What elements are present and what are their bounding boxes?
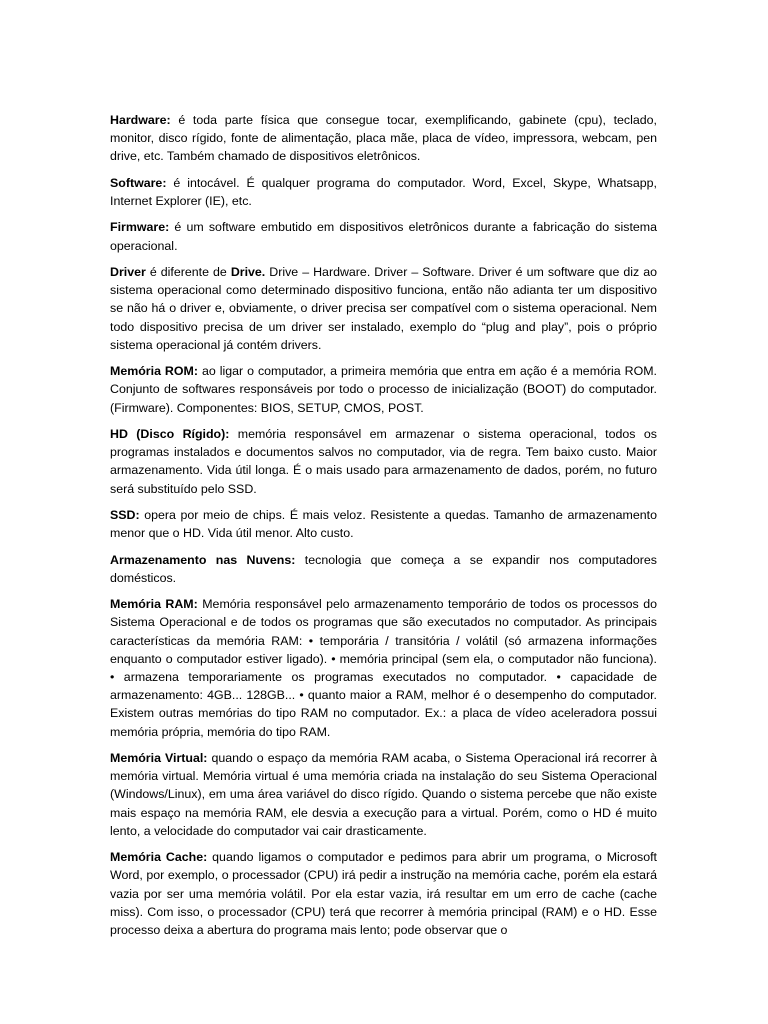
term-label: Hardware: bbox=[110, 113, 171, 127]
paragraph-text: Memória responsável pelo armazenamento temporário de todos os processos do Sistema Operacional e de todos os programas que são executados no computador. As principais características da memória RAM: • temporária / transitória / volátil (só armazena informações enquanto o computador estiver ligado). • memória principal (sem ela, o computador não funciona). • armazena temporariamente os programas executados no computador. • capacidade de armazenamento: 4GB... 128GB... • quanto maior a RAM, melhor é o desempenho do computador. Existem outras memórias do tipo RAM no computador. Ex.: a placa de vídeo aceleradora possui memória própria, memória do tipo RAM. bbox=[110, 597, 657, 739]
paragraph-ssd bbox=[110, 506, 657, 542]
paragraph-text: ao ligar o computador, a primeira memória que entra em ação é a memória ROM. Conjunto de softwares responsáveis por todo o processo de inicialização (BOOT) do computador. (Firmware). Componentes: BIOS, SETUP, CMOS, POST. bbox=[110, 364, 658, 415]
paragraph-firmware bbox=[110, 218, 657, 254]
paragraph-text: é diferente de bbox=[145, 264, 231, 279]
paragraph-text: é toda parte física que consegue tocar, exemplificando, gabinete (cpu), teclado, monitor, disco rígido, fonte de alimentação, placa mãe, placa de vídeo, impressora, webcam, pen drive, etc. Também chamado de dispositivos eletrônicos. bbox=[110, 113, 657, 164]
paragraph-hd bbox=[110, 425, 657, 498]
term-label: Memória RAM: bbox=[110, 597, 198, 612]
paragraph-driver bbox=[110, 263, 657, 354]
paragraph-memoria-virtual bbox=[110, 749, 657, 840]
paragraph-memoria-rom bbox=[110, 362, 657, 417]
term-label: Memória Virtual: bbox=[110, 750, 208, 765]
term-label: Firmware: bbox=[110, 220, 170, 235]
paragraph-text: quando ligamos o computador e pedimos para abrir um programa, o Microsoft Word, por exemplo, o processador (CPU) irá pedir a instrução na memória cache, porém ela estará vazia por ser uma memória volátil. Por ela estar vazia, irá resultar em um erro de cache (cache miss). Com isso, o processador (CPU) terá que recorrer à memória principal (RAM) e o HD. Esse processo deixa a abertura do programa mais lento; pode observar que o bbox=[110, 850, 657, 937]
paragraph-memoria-ram bbox=[110, 595, 657, 741]
term-label: Software: bbox=[110, 175, 167, 190]
paragraph-text: memória responsável em armazenar o sistema operacional, todos os programas instalados e documentos salvos no computador, via de regra. Tem baixo custo. Maior armazenamento. Vida útil longa. É o mais usado para armazenamento de dados, porém, no futuro será substituído pelo SSD. bbox=[110, 426, 657, 496]
paragraph-text: Drive – Hardware. Driver – Software. Driver é um software que diz ao sistema operacional como determinado dispositivo funciona, então não adianta ter um dispositivo se não há o driver e, obviamente, o driver precisa ser compatível com o sistema operacional. Nem todo dispositivo precisa de um driver ser instalado, exemplo do “plug and play”, pois o próprio sistema operacional já contém drivers. bbox=[110, 264, 658, 352]
term-label: Drive. bbox=[230, 264, 266, 279]
paragraph-text: tecnologia que começa a se expandir nos computadores domésticos. bbox=[110, 552, 657, 585]
paragraph-text: é um software embutido em dispositivos eletrônicos durante a fabricação do sistema operacional. bbox=[110, 220, 657, 253]
term-label: Memória ROM: bbox=[110, 364, 198, 379]
term-label: Memória Cache: bbox=[110, 850, 208, 865]
paragraph-text: opera por meio de chips. É mais veloz. Resistente a quedas. Tamanho de armazenamento menor que o HD. Vida útil menor. Alto custo. bbox=[110, 507, 657, 541]
paragraph-text: quando o espaço da memória RAM acaba, o Sistema Operacional irá recorrer à memória virtual. Memória virtual é uma memória criada na instalação do seu Sistema Operacional (Windows/Linux), em uma área variável do disco rígido. Quando o sistema percebe que não existe mais espaço na memória RAM, ele desvia a execução para a virtual. Porém, como o HD é muito lento, a velocidade do computador vai cair drasticamente. bbox=[110, 750, 658, 838]
term-label: HD (Disco Rígido): bbox=[110, 426, 230, 441]
document-page bbox=[110, 111, 657, 947]
paragraph-software bbox=[110, 174, 657, 210]
term-label: Armazenamento nas Nuvens: bbox=[110, 552, 296, 567]
term-label: Driver bbox=[110, 264, 146, 279]
paragraph-memoria-cache bbox=[110, 848, 657, 939]
paragraph-text: é intocável. É qualquer programa do computador. Word, Excel, Skype, Whatsapp, Internet Explorer (IE), etc. bbox=[110, 175, 657, 208]
term-label: SSD: bbox=[110, 507, 140, 522]
paragraph-hardware bbox=[110, 111, 657, 166]
paragraph-nuvens bbox=[110, 551, 657, 587]
